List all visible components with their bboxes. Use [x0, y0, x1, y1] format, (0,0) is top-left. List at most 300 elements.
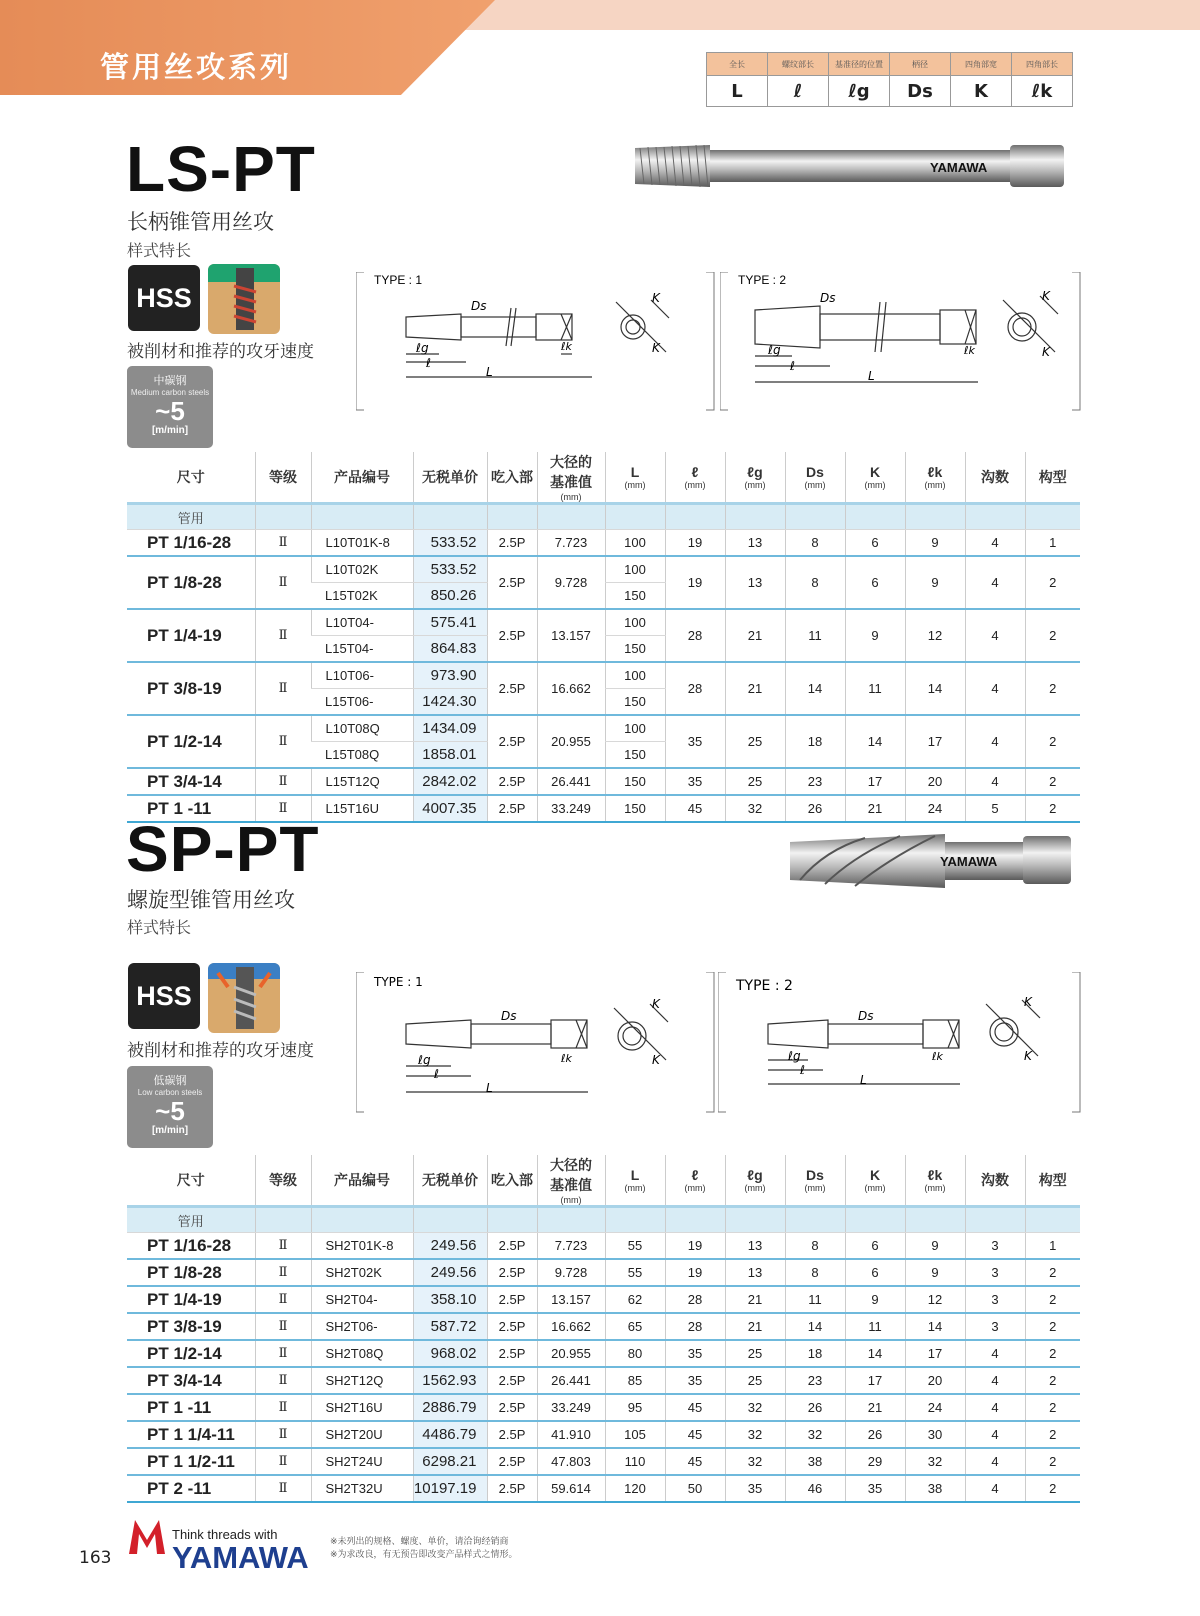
col-L-symbol: L [630, 1167, 640, 1183]
col-lg-symbol: ℓg [747, 464, 763, 480]
ls-recommend-label: 被削材和推荐的攻牙速度 [127, 342, 314, 362]
sp-speed-unit: [m/min] [151, 1125, 189, 1136]
table-row [127, 1286, 1080, 1313]
flutes-cell: 4 [965, 1367, 1025, 1394]
entry-cell: 2.5P [487, 530, 537, 557]
code-cell: SH2T16U [311, 1394, 413, 1421]
ls-t2-lg: ℓg [768, 343, 781, 357]
l-cell: 45 [665, 1421, 725, 1448]
flutes-cell: 3 [965, 1259, 1025, 1286]
ls-speed-badge [127, 366, 213, 448]
sp-t2-ds: Ds [858, 1009, 874, 1023]
col-lk [905, 452, 965, 504]
legend-symbol: K [951, 76, 1012, 107]
lk-cell: 20 [905, 768, 965, 795]
price-cell: 850.26 [413, 583, 487, 610]
legend-symbol: ℓk [1012, 76, 1073, 107]
code-cell: L10T01K-8 [311, 530, 413, 557]
type-cell: 2 [1025, 1448, 1080, 1475]
entry-cell: 2.5P [487, 609, 537, 662]
sp-t2-L: L [860, 1073, 867, 1087]
k-cell: 6 [845, 1233, 905, 1260]
footer-note-2: ※为求改良，有无预告即改变产品样式之情形。 [330, 1550, 518, 1560]
sp-speed-value: ~5 [155, 1096, 185, 1126]
col-flutes: 沟数 [965, 452, 1025, 504]
ls-hss-badge: HSS [128, 265, 200, 331]
col-L [605, 1155, 665, 1207]
sp-diagram-type1 [356, 972, 716, 1114]
l-cell: 35 [665, 1367, 725, 1394]
basic-cell: 59.614 [537, 1475, 605, 1502]
lg-cell: 21 [725, 609, 785, 662]
table-row [127, 715, 1080, 742]
table-row [127, 609, 1080, 636]
table-row [127, 768, 1080, 795]
col-unit: (mm) [624, 480, 646, 490]
entry-cell: 2.5P [487, 1367, 537, 1394]
code-cell: L15T02K [311, 583, 413, 610]
table-row [127, 1233, 1080, 1260]
L-cell: 100 [605, 530, 665, 557]
lk-cell: 17 [905, 1340, 965, 1367]
ds-cell: 8 [785, 530, 845, 557]
lg-cell: 21 [725, 662, 785, 715]
ls-t1-l: ℓ [426, 356, 431, 370]
table-row [127, 1394, 1080, 1421]
ls-t1-L: L [486, 365, 493, 379]
grade-cell: Ⅱ [255, 1340, 311, 1367]
col-unit: (mm) [864, 480, 886, 490]
l-cell: 35 [665, 715, 725, 768]
sp-t1-L: L [486, 1081, 493, 1095]
l-cell: 28 [665, 1313, 725, 1340]
price-cell: 1434.09 [413, 715, 487, 742]
ls-spec: 样式特长 [127, 241, 192, 260]
col-basic-l1: 大径的 [550, 454, 592, 470]
code-cell: SH2T32U [311, 1475, 413, 1502]
ds-cell: 23 [785, 1367, 845, 1394]
size-cell: PT 1 1/4-11 [127, 1421, 255, 1448]
ls-spec-table [127, 452, 1080, 823]
col-flutes: 沟数 [965, 1155, 1025, 1207]
lk-cell: 30 [905, 1421, 965, 1448]
L-cell: 150 [605, 583, 665, 610]
col-grade: 等级 [255, 1155, 311, 1207]
lk-cell: 14 [905, 1313, 965, 1340]
ls-t1-k2: K [652, 341, 660, 355]
sp-t2-k2: K [1024, 1049, 1032, 1063]
ds-cell: 8 [785, 1233, 845, 1260]
price-cell: 864.83 [413, 636, 487, 663]
type-cell: 2 [1025, 662, 1080, 715]
k-cell: 14 [845, 1340, 905, 1367]
ls-type2-label: TYPE : 2 [738, 273, 787, 287]
sp-type2-label: TYPE : 2 [736, 978, 793, 994]
flutes-cell: 4 [965, 1475, 1025, 1502]
price-cell: 358.10 [413, 1286, 487, 1313]
l-cell: 85 [605, 1367, 665, 1394]
L-cell: 150 [605, 768, 665, 795]
sp-speed-badge [127, 1066, 213, 1148]
col-l-symbol: ℓ [691, 464, 699, 480]
col-basic-l1: 大径的 [550, 1157, 592, 1173]
L-cell: 100 [605, 609, 665, 636]
basic-cell: 33.249 [537, 1394, 605, 1421]
entry-cell: 2.5P [487, 556, 537, 609]
lk-cell: 9 [905, 530, 965, 557]
table-row [127, 1259, 1080, 1286]
basic-cell: 26.441 [537, 1367, 605, 1394]
ls-speed-unit: [m/min] [151, 425, 189, 436]
sp-t1-lg: ℓg [418, 1053, 431, 1067]
size-cell: PT 3/8-19 [127, 662, 255, 715]
k-cell: 29 [845, 1448, 905, 1475]
entry-cell: 2.5P [487, 662, 537, 715]
basic-cell: 20.955 [537, 715, 605, 768]
table-row [127, 1340, 1080, 1367]
l-cell: 19 [665, 530, 725, 557]
l-cell: 35 [665, 768, 725, 795]
sp-spec-table [127, 1155, 1080, 1503]
sp-tap-image [785, 830, 1075, 892]
table-row [127, 1421, 1080, 1448]
col-lk-symbol: ℓk [927, 1167, 943, 1183]
col-unit: (mm) [924, 1183, 946, 1193]
flutes-cell: 4 [965, 715, 1025, 768]
lg-cell: 13 [725, 1259, 785, 1286]
ls-speed-value: ~5 [155, 396, 185, 426]
basic-cell: 41.910 [537, 1421, 605, 1448]
col-type: 构型 [1025, 452, 1080, 504]
grade-cell: Ⅱ [255, 530, 311, 557]
brand-name: YAMAWA [172, 1540, 309, 1575]
price-cell: 587.72 [413, 1313, 487, 1340]
type-cell: 2 [1025, 1394, 1080, 1421]
grade-cell: Ⅱ [255, 1259, 311, 1286]
code-cell: SH2T20U [311, 1421, 413, 1448]
lk-cell: 12 [905, 1286, 965, 1313]
k-cell: 9 [845, 609, 905, 662]
grade-cell: Ⅱ [255, 1233, 311, 1260]
type-cell: 2 [1025, 1313, 1080, 1340]
L-cell: 150 [605, 689, 665, 716]
ds-cell: 11 [785, 609, 845, 662]
col-unit: (mm) [804, 1183, 826, 1193]
size-cell: PT 3/4-14 [127, 768, 255, 795]
L-cell: 150 [605, 742, 665, 769]
ds-cell: 11 [785, 1286, 845, 1313]
k-cell: 17 [845, 1367, 905, 1394]
L-cell: 100 [605, 715, 665, 742]
sp-material-icon [208, 963, 280, 1033]
k-cell: 14 [845, 715, 905, 768]
price-cell: 4007.35 [413, 795, 487, 822]
legend-label: 全长 [707, 53, 768, 76]
code-cell: L15T06- [311, 689, 413, 716]
lg-cell: 25 [725, 768, 785, 795]
grade-cell: Ⅱ [255, 662, 311, 715]
l-cell: 95 [605, 1394, 665, 1421]
ls-t2-k2: K [1042, 345, 1050, 359]
lk-cell: 9 [905, 556, 965, 609]
price-cell: 2842.02 [413, 768, 487, 795]
sp-speed-material: 低碳钢 [153, 1075, 187, 1087]
ls-type1-label: TYPE : 1 [374, 273, 423, 287]
ls-t2-L: L [868, 369, 875, 383]
type-cell: 2 [1025, 1367, 1080, 1394]
col-unit: (mm) [744, 1183, 766, 1193]
sp-product-code: SP-PT [126, 813, 320, 885]
col-lk [905, 1155, 965, 1207]
flutes-cell: 4 [965, 662, 1025, 715]
L-cell: 100 [605, 662, 665, 689]
col-ds [785, 1155, 845, 1207]
sp-t2-lg: ℓg [788, 1049, 801, 1063]
ds-cell: 18 [785, 1340, 845, 1367]
col-basic-l2: 基准值 [550, 1177, 592, 1193]
type-cell: 1 [1025, 530, 1080, 557]
lg-cell: 25 [725, 715, 785, 768]
size-cell: PT 1/8-28 [127, 1259, 255, 1286]
lg-cell: 13 [725, 530, 785, 557]
basic-cell: 26.441 [537, 768, 605, 795]
ls-speed-material: 中碳钢 [153, 375, 187, 387]
l-cell: 65 [605, 1313, 665, 1340]
legend-symbol: ℓ [768, 76, 829, 107]
flutes-cell: 4 [965, 1340, 1025, 1367]
size-cell: PT 3/4-14 [127, 1367, 255, 1394]
sp-hss-badge: HSS [128, 963, 200, 1029]
l-cell: 45 [665, 1448, 725, 1475]
basic-cell: 13.157 [537, 1286, 605, 1313]
ls-speed-material-en: Medium carbon steels [130, 388, 210, 397]
flutes-cell: 3 [965, 1233, 1025, 1260]
group-label: 管用 [127, 504, 255, 530]
lk-cell: 9 [905, 1259, 965, 1286]
lk-cell: 9 [905, 1233, 965, 1260]
sp-t1-k1: K [652, 997, 660, 1011]
sp-tap-brand: YAMAWA [940, 854, 998, 869]
series-title: 管用丝攻系列 [100, 50, 293, 84]
lk-cell: 14 [905, 662, 965, 715]
sp-type1-label: TYPE : 1 [374, 975, 423, 989]
table-row [127, 662, 1080, 689]
l-cell: 28 [665, 609, 725, 662]
basic-cell: 47.803 [537, 1448, 605, 1475]
grade-cell: Ⅱ [255, 1394, 311, 1421]
flutes-cell: 4 [965, 768, 1025, 795]
l-cell: 35 [665, 1340, 725, 1367]
price-cell: 249.56 [413, 1233, 487, 1260]
col-code: 产品编号 [311, 452, 413, 504]
price-cell: 1424.30 [413, 689, 487, 716]
ls-diagram-type1 [356, 272, 716, 412]
col-unit: (mm) [684, 1183, 706, 1193]
entry-cell: 2.5P [487, 1340, 537, 1367]
basic-cell: 16.662 [537, 1313, 605, 1340]
size-cell: PT 1/2-14 [127, 1340, 255, 1367]
type-cell: 2 [1025, 1259, 1080, 1286]
code-cell: L10T06- [311, 662, 413, 689]
lg-cell: 21 [725, 1286, 785, 1313]
grade-cell: Ⅱ [255, 609, 311, 662]
table-row [127, 556, 1080, 583]
lk-cell: 12 [905, 609, 965, 662]
size-cell: PT 1/8-28 [127, 556, 255, 609]
size-cell: PT 1/4-19 [127, 1286, 255, 1313]
col-L-symbol: L [630, 464, 640, 480]
lk-cell: 17 [905, 715, 965, 768]
col-lg [725, 452, 785, 504]
col-price: 无税单价 [413, 1155, 487, 1207]
grade-cell: Ⅱ [255, 1421, 311, 1448]
ls-t2-ds: Ds [820, 291, 836, 305]
grade-cell: Ⅱ [255, 556, 311, 609]
l-cell: 19 [665, 556, 725, 609]
flutes-cell: 3 [965, 1313, 1025, 1340]
lg-cell: 21 [725, 1313, 785, 1340]
code-cell: L10T04- [311, 609, 413, 636]
ls-t2-lk: ℓk [964, 344, 975, 357]
price-cell: 4486.79 [413, 1421, 487, 1448]
ls-t2-k1: K [1042, 289, 1050, 303]
col-l [665, 452, 725, 504]
code-cell: SH2T06- [311, 1313, 413, 1340]
legend-symbol: L [707, 76, 768, 107]
col-unit: (mm) [864, 1183, 886, 1193]
col-unit: (mm) [804, 480, 826, 490]
legend-symbol: ℓg [829, 76, 890, 107]
flutes-cell: 4 [965, 556, 1025, 609]
lk-cell: 32 [905, 1448, 965, 1475]
table-row [127, 1448, 1080, 1475]
lg-cell: 25 [725, 1340, 785, 1367]
sp-t1-l: ℓ [434, 1067, 439, 1081]
flutes-cell: 3 [965, 1286, 1025, 1313]
code-cell: L10T08Q [311, 715, 413, 742]
type-cell: 1 [1025, 1233, 1080, 1260]
ls-t1-k1: K [652, 291, 660, 305]
group-label: 管用 [127, 1207, 255, 1233]
grade-cell: Ⅱ [255, 1475, 311, 1502]
table-row [127, 1475, 1080, 1502]
l-cell: 50 [665, 1475, 725, 1502]
sp-t1-lk: ℓk [561, 1052, 572, 1065]
l-cell: 110 [605, 1448, 665, 1475]
col-k [845, 452, 905, 504]
ls-t1-lg: ℓg [416, 341, 429, 355]
price-cell: 1562.93 [413, 1367, 487, 1394]
col-type: 构型 [1025, 1155, 1080, 1207]
sp-diagram-type2 [718, 972, 1082, 1114]
ls-product-code: LS-PT [126, 133, 316, 205]
col-basic-l2: 基准值 [550, 474, 592, 490]
footer-note-1: ※未列出的规格、螺度、单价，请洽询经销商 [330, 1537, 509, 1547]
l-cell: 62 [605, 1286, 665, 1313]
grade-cell: Ⅱ [255, 1367, 311, 1394]
col-ds [785, 452, 845, 504]
basic-cell: 9.728 [537, 556, 605, 609]
flutes-cell: 4 [965, 1394, 1025, 1421]
lg-cell: 32 [725, 795, 785, 822]
page-number: 163 [79, 1548, 112, 1568]
l-cell: 19 [665, 1259, 725, 1286]
basic-cell: 13.157 [537, 609, 605, 662]
ls-diagram-type2 [720, 272, 1082, 412]
type-cell: 2 [1025, 795, 1080, 822]
L-cell: 150 [605, 636, 665, 663]
col-unit: (mm) [924, 480, 946, 490]
col-size: 尺寸 [176, 1172, 205, 1188]
grade-cell: Ⅱ [255, 795, 311, 822]
price-cell: 575.41 [413, 609, 487, 636]
type-cell: 2 [1025, 1475, 1080, 1502]
price-cell: 973.90 [413, 662, 487, 689]
code-cell: SH2T24U [311, 1448, 413, 1475]
legend-label: 四角部宽 [951, 53, 1012, 76]
legend-label: 基准径的位置 [829, 53, 890, 76]
col-basic-unit: (mm) [560, 1195, 582, 1205]
entry-cell: 2.5P [487, 1475, 537, 1502]
ds-cell: 32 [785, 1421, 845, 1448]
size-cell: PT 1/16-28 [127, 530, 255, 557]
ls-t1-ds: Ds [471, 299, 487, 313]
legend-label: 柄径 [890, 53, 951, 76]
ls-tap-brand: YAMAWA [930, 160, 988, 175]
col-unit: (mm) [624, 1183, 646, 1193]
k-cell: 17 [845, 768, 905, 795]
col-basic [537, 452, 605, 504]
price-cell: 533.52 [413, 530, 487, 557]
size-cell: PT 1 1/2-11 [127, 1448, 255, 1475]
code-cell: SH2T08Q [311, 1340, 413, 1367]
type-cell: 2 [1025, 768, 1080, 795]
code-cell: L15T16U [311, 795, 413, 822]
code-cell: L15T04- [311, 636, 413, 663]
code-cell: SH2T04- [311, 1286, 413, 1313]
L-cell: 100 [605, 556, 665, 583]
col-k-symbol: K [869, 464, 881, 480]
brand-tagline: Think threads with [172, 1527, 278, 1542]
col-code: 产品编号 [311, 1155, 413, 1207]
l-cell: 19 [665, 1233, 725, 1260]
grade-cell: Ⅱ [255, 1313, 311, 1340]
size-cell: PT 2 -11 [127, 1475, 255, 1502]
l-cell: 45 [665, 795, 725, 822]
code-cell: SH2T01K-8 [311, 1233, 413, 1260]
flutes-cell: 4 [965, 530, 1025, 557]
entry-cell: 2.5P [487, 1313, 537, 1340]
col-entry: 吃入部 [487, 452, 537, 504]
lk-cell: 24 [905, 795, 965, 822]
type-cell: 2 [1025, 1286, 1080, 1313]
col-grade: 等级 [255, 452, 311, 504]
k-cell: 6 [845, 1259, 905, 1286]
ls-t1-lk: ℓk [561, 340, 572, 353]
lk-cell: 24 [905, 1394, 965, 1421]
type-cell: 2 [1025, 715, 1080, 768]
col-basic [537, 1155, 605, 1207]
grade-cell: Ⅱ [255, 715, 311, 768]
grade-cell: Ⅱ [255, 1286, 311, 1313]
legend-label: 螺纹部长 [768, 53, 829, 76]
ls-t2-l: ℓ [790, 359, 795, 373]
ls-product-name: 长柄锥管用丝攻 [127, 210, 274, 234]
col-lk-symbol: ℓk [927, 464, 943, 480]
col-k-symbol: K [869, 1167, 881, 1183]
code-cell: L15T08Q [311, 742, 413, 769]
k-cell: 6 [845, 530, 905, 557]
